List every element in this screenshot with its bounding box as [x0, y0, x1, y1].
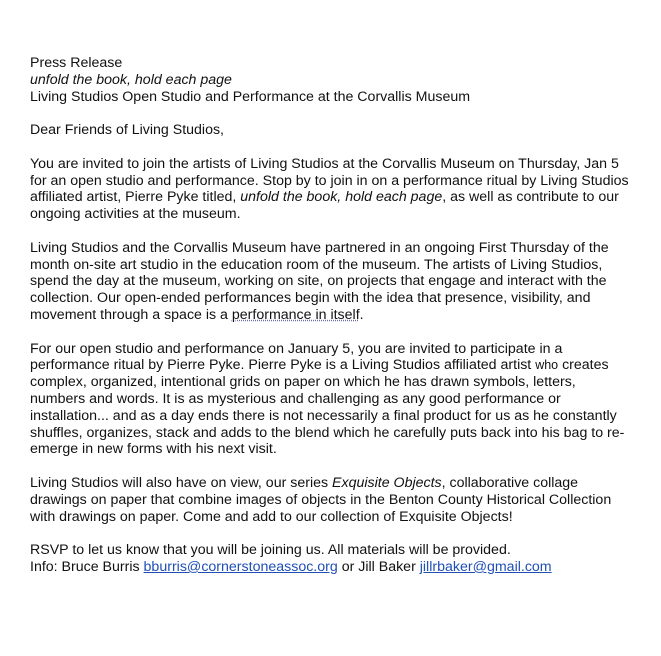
- paragraph-line: shuffles, organizes, stack and adds to the blend which he carefully puts back into his bag to re-: [30, 424, 625, 441]
- text-run: , as well as contribute to our: [442, 189, 619, 206]
- paragraph-line: [30, 307, 655, 324]
- paragraph-partnership: [30, 240, 655, 324]
- text-run: Living Studios will also have on view, our series: [30, 474, 333, 491]
- paragraph-line: drawings on paper that combine images of objects in the Benton County Historical Collection: [30, 491, 612, 508]
- paragraph-line: for an open studio and performance. Stop by to join in on a performance ritual by Living Studios: [30, 172, 629, 189]
- paragraph-line: [30, 475, 655, 492]
- paragraph-line: collection. Our open-ended performances begin with the idea that presence, visibility, and: [30, 290, 591, 307]
- contact-info-line: [30, 559, 655, 576]
- text-run: who: [535, 358, 559, 373]
- paragraph-line: You are invited to join the artists of Living Studios at the Corvallis Museum on Thursday, Jan 5: [30, 155, 619, 172]
- paragraph-line: complex, organized, intentional grids on paper on which he has drawn symbols, letters,: [30, 374, 576, 391]
- paragraph-exquisite-objects: [30, 475, 655, 525]
- paragraph-artist: [30, 341, 655, 459]
- text-run: Info: Bruce Burris: [30, 558, 144, 575]
- paragraph-invitation: [30, 156, 655, 223]
- text-run: creates: [558, 357, 609, 374]
- performance-title: unfold the book, hold each page: [240, 189, 443, 206]
- text-run: performance ritual by Pierre Pyke. Pierre Pyke is a Living Studios affiliated artist: [30, 357, 536, 374]
- spacer: [30, 139, 655, 156]
- event-title-text: unfold the book, hold each page: [30, 71, 232, 88]
- text-run: affiliated artist, Pierre Pyke titled,: [30, 189, 241, 206]
- jill-baker-email-link[interactable]: jillrbaker@gmail.com: [419, 558, 552, 575]
- paragraph-line: numbers and words. It is as mysterious and challenging as any good performance or: [30, 390, 561, 407]
- document-type: Press Release: [30, 55, 123, 71]
- event-subtitle: Living Studios Open Studio and Performance at the Corvallis Museum: [30, 88, 471, 105]
- rsvp-line: RSVP to let us know that you will be joining us. All materials will be provided.: [30, 542, 511, 559]
- series-title: Exquisite Objects: [332, 474, 442, 491]
- paragraph-line: emerge in new forms with his next visit.: [30, 441, 277, 458]
- paragraph-line: with drawings on paper. Come and add to our collection of Exquisite Objects!: [30, 508, 513, 525]
- paragraph-line: installation... and as a day ends there is not necessarily a final product for us as he constantly: [30, 407, 617, 424]
- spacer: [30, 105, 655, 122]
- paragraph-line: [30, 189, 655, 206]
- spacer: [30, 324, 655, 341]
- paragraph-line: Living Studios and the Corvallis Museum have partnered in an ongoing First Thursday of the: [30, 239, 609, 256]
- bruce-burris-email-link[interactable]: bburris@cornerstoneassoc.org: [143, 558, 338, 575]
- press-release-document: [30, 55, 655, 576]
- performance-in-itself-phrase: performance in itself: [231, 306, 360, 323]
- paragraph-line: For our open studio and performance on January 5, you are invited to participate in a: [30, 340, 563, 357]
- spacer: [30, 458, 655, 475]
- paragraph-line: spend the day at the museum, working on site, on projects that engage and interact with the: [30, 273, 607, 290]
- greeting: Dear Friends of Living Studios,: [30, 122, 224, 139]
- spacer: [30, 525, 655, 542]
- paragraph-line: month on-site art studio in the education room of the museum. The artists of Living Studios,: [30, 256, 603, 273]
- spacer: [30, 223, 655, 240]
- event-title: [30, 72, 655, 89]
- text-run: or Jill Baker: [337, 558, 420, 575]
- text-run: , collaborative collage: [441, 474, 579, 491]
- paragraph-line: [30, 357, 655, 374]
- text-run: movement through a space is a: [30, 306, 232, 323]
- paragraph-line: ongoing activities at the museum.: [30, 206, 241, 223]
- text-run: .: [359, 306, 364, 323]
